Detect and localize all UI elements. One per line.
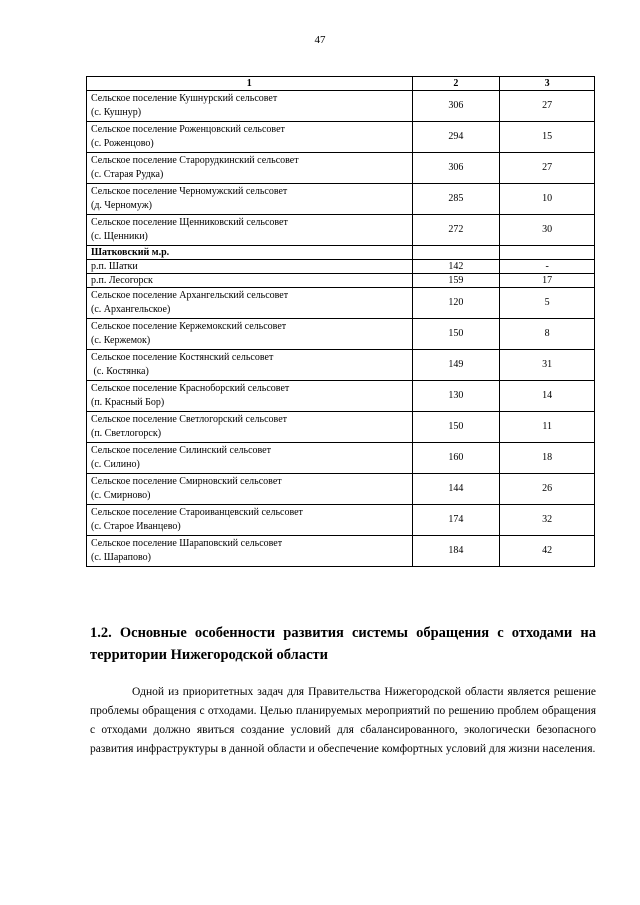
settlement-name: р.п. Лесогорск — [91, 275, 153, 286]
settlement-name: Сельское поселение Костянский сельсовет — [91, 352, 274, 363]
settlement-name-cell — [87, 381, 413, 412]
value-column-3 — [500, 246, 595, 260]
table-header-row — [87, 77, 595, 91]
settlement-center: (с. Смирново) — [91, 490, 151, 501]
settlement-name-cell — [87, 246, 413, 260]
value-column-2: 306 — [412, 153, 500, 184]
district-name: Шатковский м.р. — [91, 247, 170, 258]
value-column-3: 11 — [500, 412, 595, 443]
settlement-name-cell — [87, 288, 413, 319]
settlement-center: (с. Кержемок) — [91, 335, 151, 346]
value-column-3: 26 — [500, 474, 595, 505]
settlement-center: (с. Силино) — [91, 459, 140, 470]
value-column-2 — [412, 246, 500, 260]
settlement-center: (с. Кушнур) — [91, 107, 142, 118]
settlement-center: (д. Черномуж) — [91, 200, 152, 211]
value-column-3: 17 — [500, 274, 595, 288]
settlement-name: Сельское поселение Щенниковский сельсовет — [91, 217, 288, 228]
value-column-2: 159 — [412, 274, 500, 288]
value-column-2: 184 — [412, 536, 500, 567]
settlement-name: Сельское поселение Кушнурский сельсовет — [91, 93, 278, 104]
settlement-center: (с. Шарапово) — [91, 552, 151, 563]
value-column-3: - — [500, 260, 595, 274]
value-column-3: 14 — [500, 381, 595, 412]
settlement-center: (с. Роженцово) — [91, 138, 154, 149]
value-column-2: 144 — [412, 474, 500, 505]
column-header: 1 — [87, 77, 413, 91]
settlement-name-cell — [87, 536, 413, 567]
settlement-name: р.п. Шатки — [91, 261, 138, 272]
settlement-center: (с. Старая Рудка) — [91, 169, 164, 180]
settlement-name: Сельское поселение Старорудкинский сельсовет — [91, 155, 299, 166]
settlement-name-cell — [87, 153, 413, 184]
settlement-name: Сельское поселение Архангельский сельсовет — [91, 290, 289, 301]
value-column-3: 27 — [500, 91, 595, 122]
table-row — [87, 536, 595, 567]
value-column-3: 30 — [500, 215, 595, 246]
table-row — [87, 184, 595, 215]
value-column-3: 27 — [500, 153, 595, 184]
page-number: 47 — [314, 34, 326, 46]
settlement-center: (п. Красный Бор) — [91, 397, 165, 408]
column-header: 2 — [412, 77, 500, 91]
settlement-center: (с. Костянка) — [91, 366, 149, 377]
settlement-name: Сельское поселение Роженцовский сельсовет — [91, 124, 285, 135]
table-row — [87, 122, 595, 153]
table-row — [87, 274, 595, 288]
settlement-name: Сельское поселение Смирновский сельсовет — [91, 476, 282, 487]
table-row — [87, 288, 595, 319]
value-column-3: 32 — [500, 505, 595, 536]
settlement-name-cell — [87, 505, 413, 536]
value-column-3: 8 — [500, 319, 595, 350]
value-column-3: 18 — [500, 443, 595, 474]
value-column-3: 42 — [500, 536, 595, 567]
body-paragraph: Одной из приоритетных задач для Правительства Нижегородской области является решение проблемы обращения с отходами. Целью планируемых мероприятий по решению проблем обращения с отходами должно явиться создание условий для сбалансированного, экологически безопасного развития инфраструктуры в данной области и обеспечение комфортных условий для жизни населения. — [90, 686, 596, 755]
settlement-name: Сельское поселение Красноборский сельсовет — [91, 383, 290, 394]
value-column-3: 5 — [500, 288, 595, 319]
table-row — [87, 319, 595, 350]
table-row — [87, 215, 595, 246]
settlement-center: (с. Щенники) — [91, 231, 148, 242]
settlement-center: (с. Архангельское) — [91, 304, 171, 315]
table-body — [87, 91, 595, 567]
value-column-2: 149 — [412, 350, 500, 381]
value-column-2: 150 — [412, 319, 500, 350]
table-row — [87, 91, 595, 122]
settlement-center: (с. Старое Иванцево) — [91, 521, 181, 532]
value-column-3: 31 — [500, 350, 595, 381]
value-column-2: 130 — [412, 381, 500, 412]
value-column-3: 15 — [500, 122, 595, 153]
table-row — [87, 474, 595, 505]
settlement-name-cell — [87, 215, 413, 246]
value-column-2: 150 — [412, 412, 500, 443]
settlement-name-cell — [87, 91, 413, 122]
settlement-name-cell — [87, 184, 413, 215]
table-row — [87, 381, 595, 412]
table-row — [87, 412, 595, 443]
value-column-2: 272 — [412, 215, 500, 246]
settlement-name-cell — [87, 274, 413, 288]
settlement-name-cell — [87, 350, 413, 381]
value-column-2: 120 — [412, 288, 500, 319]
settlement-name-cell — [87, 319, 413, 350]
settlement-name: Сельское поселение Силинский сельсовет — [91, 445, 271, 456]
settlements-table — [86, 76, 595, 567]
table-row — [87, 260, 595, 274]
settlement-name: Сельское поселение Светлогорский сельсовет — [91, 414, 287, 425]
settlement-name-cell — [87, 474, 413, 505]
settlement-name-cell — [87, 122, 413, 153]
table-row — [87, 443, 595, 474]
value-column-2: 285 — [412, 184, 500, 215]
settlement-name-cell — [87, 260, 413, 274]
column-header: 3 — [500, 77, 595, 91]
value-column-3: 10 — [500, 184, 595, 215]
table-row — [87, 153, 595, 184]
settlement-name: Сельское поселение Кержемокский сельсовет — [91, 321, 287, 332]
section-title: 1.2. Основные особенности развития системы обращения с отходами на территории Нижегородской области — [90, 625, 596, 663]
settlement-center: (п. Светлогорск) — [91, 428, 162, 439]
table-row — [87, 505, 595, 536]
value-column-2: 174 — [412, 505, 500, 536]
table-group-row — [87, 246, 595, 260]
settlement-name: Сельское поселение Староиванцевский сельсовет — [91, 507, 303, 518]
settlement-name: Сельское поселение Шараповский сельсовет — [91, 538, 283, 549]
settlement-name-cell — [87, 443, 413, 474]
value-column-2: 160 — [412, 443, 500, 474]
table-row — [87, 350, 595, 381]
settlement-name-cell — [87, 412, 413, 443]
settlement-name: Сельское поселение Черномужский сельсовет — [91, 186, 288, 197]
value-column-2: 142 — [412, 260, 500, 274]
value-column-2: 294 — [412, 122, 500, 153]
value-column-2: 306 — [412, 91, 500, 122]
